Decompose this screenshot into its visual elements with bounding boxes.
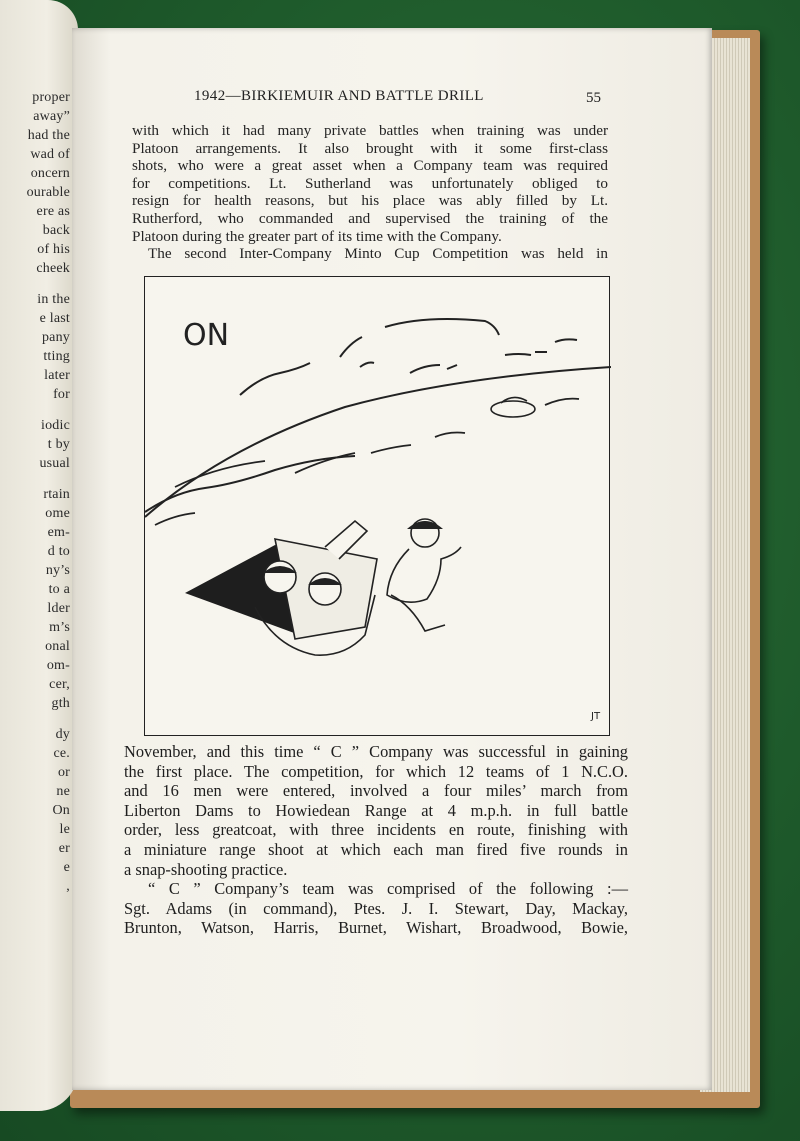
text-line: shots, who were a great asset when a Company team was required [132,157,608,175]
left-page-fragment: On [52,803,70,818]
left-page-fragment: em- [47,525,70,540]
text-line: The second Inter-Company Minto Cup Competition was held in [148,245,608,263]
left-page-fragment: lder [47,601,70,616]
text-line: a miniature range shoot at which each man fired five rounds in [124,839,628,859]
left-page-fragment: e [63,860,70,875]
left-page-fragment: , [66,879,70,894]
text-line: Sgt. Adams (in command), Ptes. J. I. Stewart, Day, Mackay, [124,898,628,918]
left-page-fragment: to a [48,582,70,597]
left-page-fragment: away” [33,109,70,124]
left-page-fragment: later [44,368,70,383]
text-line: November, and this time “ C ” Company was successful in gaining [124,742,628,761]
text-line: Liberton Dams to Howiedean Range at 4 m.p.h. in full battle [124,800,628,820]
illustration-drawing [145,277,611,737]
left-page-fragment: iodic [41,418,70,433]
left-page-fragment: ny’s [45,563,70,578]
left-page-fragment: of his [37,242,70,257]
left-page-fragment: d to [47,544,70,559]
left-page-fragment: proper [32,90,70,105]
left-page-fragment: cheek [36,261,70,276]
text-line: a snap-shooting practice. [124,859,288,879]
left-page-fragment: e last [39,311,70,326]
text-line: resign for health reasons, but his place was ably filled by Lt. [132,192,608,210]
left-page-fragment: ne [56,784,70,799]
text-line: order, less greatcoat, with three incidents en route, finishing with [124,820,628,840]
text-line: Brunton, Watson, Harris, Burnet, Wishart, Broadwood, Bowie, [124,918,628,938]
left-page-fragment: usual [39,456,70,471]
left-page-fragment: ere as [36,204,70,219]
left-page-fragment: for [53,387,70,402]
text-line: and 16 men were entered, involved a four miles’ march from [124,781,628,801]
left-page [0,0,78,1111]
artist-signature: JT [591,711,601,722]
illustration-caption: ON [183,318,230,353]
left-page-fragment: back [42,223,70,238]
left-page-fragment: ce. [53,746,70,761]
left-page-fragment: rtain [43,487,70,502]
page-number: 55 [586,90,601,106]
left-page-fragment: had the [27,128,70,143]
illustration [144,276,610,736]
text-line: Platoon arrangements. It also brought with it some first-class [132,139,608,157]
text-line: for competitions. Lt. Sutherland was unfortunately obliged to [132,174,608,192]
left-page-fragment: wad of [30,147,70,162]
left-page-fragment: m’s [49,620,70,635]
running-head: 1942—BIRKIEMUIR AND BATTLE DRILL [194,88,484,104]
text-line: the first place. The competition, for which 12 teams of 1 N.C.O. [124,761,628,781]
text-line: Platoon during the greater part of its time with the Company. [132,227,502,245]
text-line: with which it had many private battles when training was under [132,122,608,139]
left-page-fragment: gth [51,696,70,711]
top-paragraph [132,122,608,263]
left-page-fragment: pany [41,330,70,345]
left-page-fragment: ourable [26,185,70,200]
left-page-fragment: in the [37,292,70,307]
bottom-paragraph [124,742,628,938]
left-page-fragment: oncern [30,166,70,181]
left-page-fragment: t by [47,437,70,452]
text-line: Rutherford, who commanded and supervised the training of the [132,209,608,227]
left-page-fragment: tting [43,349,70,364]
left-page-fragment: or [57,765,70,780]
left-page-fragment: om- [46,658,70,673]
left-page-fragment: ome [45,506,70,521]
left-page-fragment: le [59,822,70,837]
left-page-fragment: dy [55,727,70,742]
left-page-fragment: onal [45,639,70,654]
left-page-fragment: er [58,841,70,856]
left-page-fragment: cer, [49,677,70,692]
text-line: “ C ” Company’s team was comprised of the following :— [148,879,628,899]
